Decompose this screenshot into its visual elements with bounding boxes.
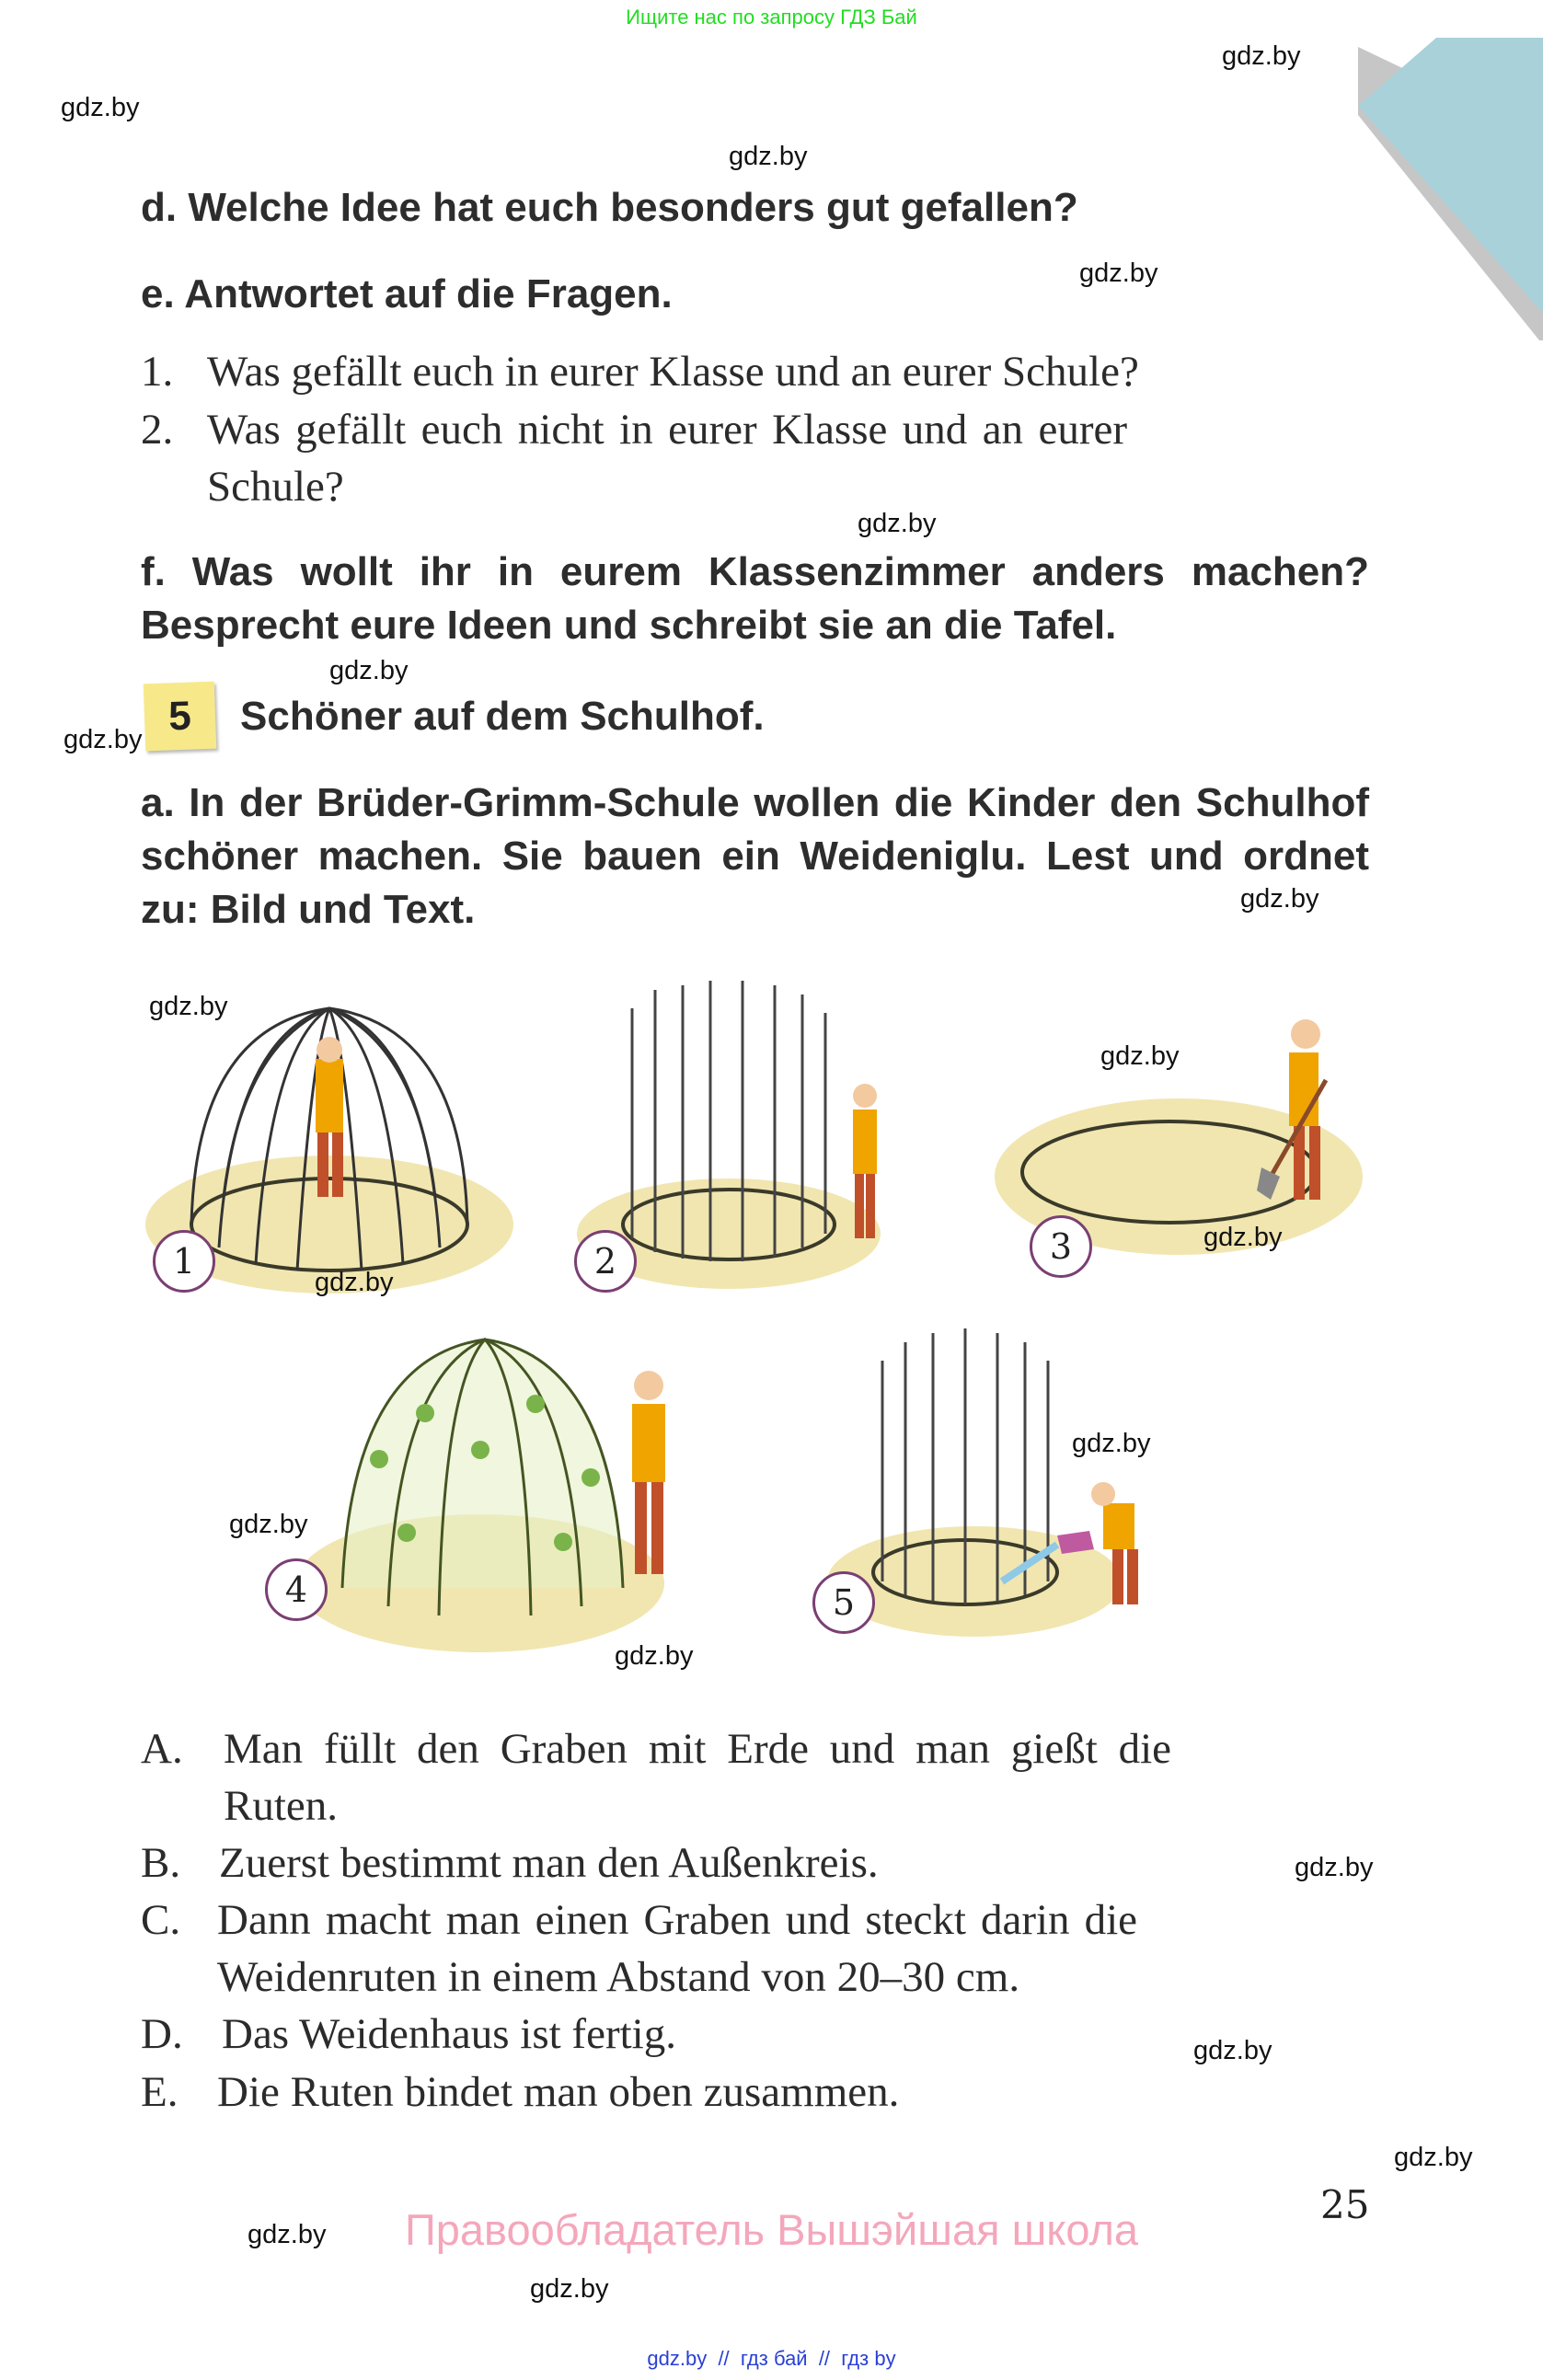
question-number: 1. xyxy=(141,348,174,396)
task-e: e. Antwortet auf die Fragen. xyxy=(141,271,673,316)
task-f: f. Was wollt ihr in eurem Klassenzimmer anders machen? Besprecht eure Ideen und schreibt sie an die Tafel. xyxy=(141,549,1369,648)
watermark: gdz.by xyxy=(729,142,808,171)
task-d: d. Welche Idee hat euch besonders gut gefallen? xyxy=(141,185,1078,230)
illustration-4-finished-willow-house xyxy=(296,1321,706,1657)
watermark: gdz.by xyxy=(1222,41,1301,71)
question-text: Was gefällt euch in eurer Klasse und an eurer Schule? xyxy=(207,348,1139,396)
statement-c xyxy=(141,1891,1374,2006)
top-banner[interactable]: Ищите нас по запросу ГДЗ Бай xyxy=(626,6,917,29)
watermark: gdz.by xyxy=(149,992,228,1021)
statement-b xyxy=(141,1834,1374,1891)
watermark: gdz.by xyxy=(1295,1853,1374,1882)
statement-text: Die Ruten bindet man oben zusammen. xyxy=(217,2068,900,2116)
question-2 xyxy=(141,401,1374,515)
picture-number-1: 1 xyxy=(153,1230,215,1293)
statement-text: Zuerst bestimmt man den Außenkreis. xyxy=(219,1839,879,1887)
picture-number-5: 5 xyxy=(812,1571,875,1634)
exercise-number: 5 xyxy=(167,693,192,740)
copyright-notice: Правообладатель Вышэйшая школа xyxy=(404,2205,1139,2254)
statement-text: Das Weidenhaus ist fertig. xyxy=(222,2010,676,2058)
watermark: gdz.by xyxy=(615,1641,694,1671)
watermark: gdz.by xyxy=(1240,884,1319,914)
watermark: gdz.by xyxy=(1394,2143,1473,2172)
watermark: gdz.by xyxy=(1203,1223,1283,1252)
corner-decoration xyxy=(1343,28,1543,340)
footer-links[interactable]: gdz.by // гдз бай // гдз by xyxy=(647,2347,896,2370)
statement-letter: C. xyxy=(141,1896,181,1944)
watermark: gdz.by xyxy=(315,1268,394,1297)
watermark: gdz.by xyxy=(530,2274,609,2304)
exercise-title: Schöner auf dem Schulhof. xyxy=(240,694,765,739)
watermark: gdz.by xyxy=(229,1510,308,1539)
exercise-number-badge xyxy=(144,682,217,752)
statement-letter: E. xyxy=(141,2068,178,2116)
watermark: gdz.by xyxy=(1079,259,1158,288)
page-number: 25 xyxy=(1320,2182,1370,2227)
statement-letter: A. xyxy=(141,1725,183,1773)
statement-d xyxy=(141,2006,1374,2063)
statement-text: Man füllt den Graben mit Erde und man gießt die Ruten. xyxy=(224,1725,1171,1830)
question-1 xyxy=(141,343,1374,400)
picture-number-2: 2 xyxy=(574,1230,637,1293)
watermark: gdz.by xyxy=(248,2220,327,2249)
statement-letter: B. xyxy=(141,1839,181,1887)
picture-number-4: 4 xyxy=(265,1558,328,1621)
statement-a xyxy=(141,1720,1374,1834)
question-number: 2. xyxy=(141,406,174,454)
watermark: gdz.by xyxy=(329,656,409,685)
watermark: gdz.by xyxy=(61,93,140,122)
watermark: gdz.by xyxy=(1193,2036,1272,2065)
statement-text: Dann macht man einen Graben und steckt darin die Weidenruten in einem Abstand von 20–30 cm. xyxy=(217,1896,1137,2001)
watermark: gdz.by xyxy=(63,725,143,754)
statement-e xyxy=(141,2064,1374,2121)
watermark: gdz.by xyxy=(1072,1429,1151,1458)
illustration-5-watering-rods xyxy=(827,1305,1200,1641)
exercise-instruction: a. In der Brüder-Grimm-Schule wollen die Kinder den Schulhof schöner machen. Sie bauen ein Weideniglu. Lest und ordnet zu: Bild und Text. xyxy=(141,780,1369,932)
statement-letter: D. xyxy=(141,2010,183,2058)
watermark: gdz.by xyxy=(858,509,937,538)
question-text: Was gefällt euch nicht in eurer Klasse und an eurer Schule? xyxy=(207,406,1127,511)
picture-number-3: 3 xyxy=(1030,1215,1092,1278)
watermark: gdz.by xyxy=(1100,1041,1180,1071)
